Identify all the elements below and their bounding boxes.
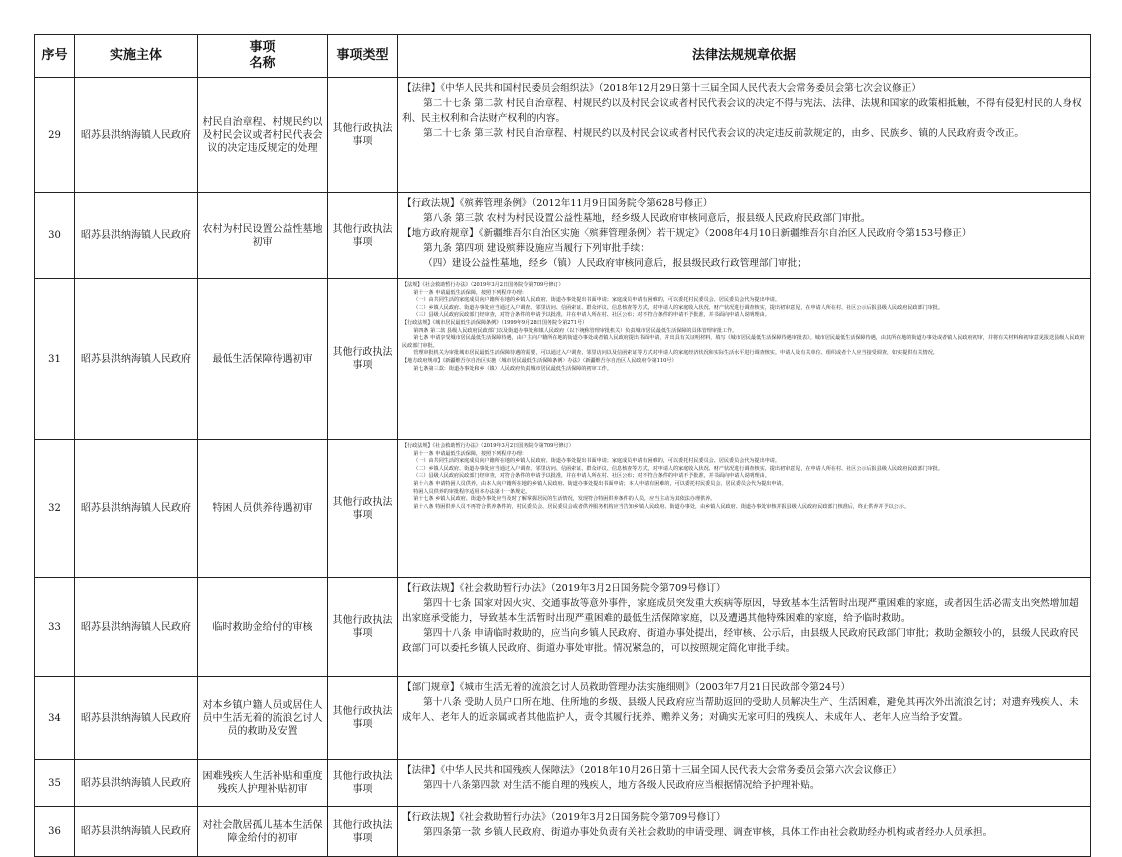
item-name: 农村为村民设置公益性墓地初审	[198, 193, 328, 279]
legal-basis-line: 第八条 第三款 农村为村民设置公益性墓地，经乡级人民政府审核同意后，报县级人民政府民政部门审批。	[423, 213, 871, 224]
row-number: 35	[35, 760, 75, 807]
legal-basis-line: 第七条第三款：街道办事处和乡（镇）人民政府负责城市居民最低生活保障的初审工作。	[413, 365, 612, 372]
header-no: 序号	[35, 35, 75, 78]
legal-basis-line: 第二十七条 第三款 村民自治章程、村规民约以及村民会议或者村民代表会议的决定违反前款规定的，由乡、民族乡、镇的人民政府责令改正。	[423, 128, 1025, 139]
legal-basis-cell	[398, 78, 1091, 193]
item-type: 其他行政执法事项	[328, 78, 398, 193]
legal-basis-cell	[398, 578, 1091, 677]
implementing-subject: 昭苏县洪纳海镇人民政府	[75, 279, 198, 440]
implementing-subject: 昭苏县洪纳海镇人民政府	[75, 440, 198, 578]
legal-basis-line: 【行政法规】《社会救助暂行办法》（2019年3月2日国务院令第709号修订）	[402, 443, 574, 449]
implementing-subject: 昭苏县洪纳海镇人民政府	[75, 677, 198, 760]
legal-basis-line: 第十七条 乡镇人民政府、街道办事处应当及时了解掌握居民的生活情况，发现符合特困供养条件的人员，应当主动为其依法办理供养。	[413, 496, 716, 503]
legal-basis-line: 第十八条 特困供养人员不再符合供养条件的，村民委员会、居民委员会或者供养服务机构应当告知乡镇人民政府、街道办事处，由乡镇人民政府、街道办事处审核并报县级人民政府民政部门核准后，终止供养并予以公示。	[413, 503, 909, 510]
legal-basis-cell	[398, 279, 1091, 440]
legal-basis-cell	[398, 760, 1091, 807]
table-row	[35, 193, 1091, 279]
implementing-subject: 昭苏县洪纳海镇人民政府	[75, 193, 198, 279]
header-name: 事项 名称	[198, 35, 328, 78]
legal-basis-line: 【行政法规】《殡葬管理条例》（2012年11月9日国务院令第628号修正）	[402, 198, 713, 209]
legal-basis-line: 第四十八条第四款 对生活不能自理的残疾人，地方各级人民政府应当根据情况给予护理补贴。	[423, 780, 820, 791]
table-row	[35, 677, 1091, 760]
row-number: 32	[35, 440, 75, 578]
item-type: 其他行政执法事项	[328, 760, 398, 807]
item-type: 其他行政执法事项	[328, 279, 398, 440]
legal-basis-line: （三）县级人民政府民政部门经审查，对符合条件的申请予以批准，并在申请人所在村、社区公布；对不符合条件的申请不予批准，并书面向申请人说明理由。	[413, 473, 770, 480]
legal-basis-line: 【法律】《中华人民共和国村民委员会组织法》（2018年12月29日第十三届全国人民代表大会常务委员会第七次会议修正）	[402, 83, 921, 94]
item-name: 临时救助金给付的审核	[198, 578, 328, 677]
header-basis: 法律法规规章依据	[398, 35, 1091, 78]
item-type: 其他行政执法事项	[328, 677, 398, 760]
item-name: 特困人员供养待遇初审	[198, 440, 328, 578]
table-row	[35, 578, 1091, 677]
legal-basis-line: （三）县级人民政府民政部门经审查，对符合条件的申请予以批准，并在申请人所在村、社区公布；对不符合条件的申请不予批准，并书面向申请人说明理由。	[413, 312, 770, 319]
row-number: 33	[35, 578, 75, 677]
legal-basis-line: 第九条 第四项 建设殡葬设施应当履行下列审批手续：	[423, 243, 650, 254]
legal-basis-line: 【地方政府规章】《新疆维吾尔自治区实施〈殡葬管理条例〉若干规定》（2008年4月10日新疆维吾尔自治区人民政府令第153号修正）	[402, 228, 972, 239]
row-number: 31	[35, 279, 75, 440]
legal-basis-line: 【法规】《社会救助暂行办法》（2019年3月2日国务院令第709号修订）	[402, 282, 564, 288]
law-basis-table	[34, 34, 1091, 857]
legal-basis-line: 第四条 第二款 县级人民政府民政部门以及街道办事处和镇人民政府（以下统称管理审批机关）负责城市居民最低生活保障的具体管理审批工作。	[413, 327, 738, 334]
legal-basis-line: 【行政法规】《社会救助暂行办法》（2019年3月2日国务院令第709号修订）	[402, 812, 726, 823]
item-name: 对社会散居孤儿基本生活保障金给付的初审	[198, 807, 328, 857]
item-name: 困难残疾人生活补贴和重度残疾人护理补贴初审	[198, 760, 328, 807]
legal-basis-line: 【行政法规】《城市居民最低生活保障条例》（1999年9月28日国务院令第271号）	[402, 319, 588, 326]
item-name: 对本乡镇户籍人员或居住人员中生活无着的流浪乞讨人员的救助及安置	[198, 677, 328, 760]
legal-basis-line: 管理审批机关为审批城市居民最低生活保障待遇的需要，可以通过入户调查、邻里访问以及信函索证等方式对申请人的家庭经济状况和实际生活水平进行调查核实。申请人及有关单位、组织或者个人应当接受调查，如实提供有关情况。	[413, 350, 938, 357]
legal-basis-line: 第四条第一款 乡镇人民政府、街道办事处负责有关社会救助的申请受理、调查审核，具体工作由社会救助经办机构或者经办人员承担。	[423, 827, 993, 838]
table-row	[35, 440, 1091, 578]
table-row	[35, 760, 1091, 807]
item-type: 其他行政执法事项	[328, 193, 398, 279]
item-name: 村民自治章程、村规民约以及村民会议或者村民代表会议的决定违反规定的处理	[198, 78, 328, 193]
header-row	[35, 35, 1091, 78]
legal-basis-line: （二）乡镇人民政府、街道办事处应当通过入户调查、邻里访问、信函索证、群众评议、信息核查等方式，对申请人的家庭收入状况、财产状况进行调查核实，提出初审意见，在申请人所在村、社区公示后报县级人民政府民政部门审批。	[413, 304, 943, 311]
legal-basis-line: （四）建设公益性墓地，经乡（镇）人民政府审核同意后，报县级民政行政管理部门审批；	[423, 258, 807, 269]
header-subject: 实施主体	[75, 35, 198, 78]
legal-basis-line: 第七条 申请享受城市居民最低生活保障待遇，由户主向户籍所在地的街道办事处或者镇人民政府提出书面申请，并出具有关证明材料，填写《城市居民最低生活保障待遇审批表》。城市居民最低生活保障待遇，由其所在地的街道办事处或者镇人民政府初审，并将有关材料和初审意见报送县级人民政府民政部门审批。	[402, 335, 1085, 349]
legal-basis-line: 【部门规章】《城市生活无着的流浪乞讨人员救助管理办法实施细则》（2003年7月21日民政部令第24号）	[402, 682, 851, 693]
implementing-subject: 昭苏县洪纳海镇人民政府	[75, 807, 198, 857]
legal-basis-cell	[398, 440, 1091, 578]
legal-basis-cell	[398, 807, 1091, 857]
legal-basis-line: 第二十七条 第二款 村民自治章程、村规民约以及村民会议或者村民代表会议的决定不得与宪法、法律、法规和国家的政策相抵触，不得有侵犯村民的人身权利、民主权利和合法财产权利的内容。	[402, 98, 1082, 124]
row-number: 29	[35, 78, 75, 193]
row-number: 30	[35, 193, 75, 279]
legal-basis-line: 第十一条 申请最低生活保障，按照下列程序办理：	[413, 450, 527, 457]
legal-basis-line: 第四十八条 申请临时救助的，应当向乡镇人民政府、街道办事处提出，经审核、公示后，由县级人民政府民政部门审批；救助金额较小的，县级人民政府民政部门可以委托乡镇人民政府、街道办事处审批。情况紧急的，可以按照规定简化审批手续。	[402, 628, 1079, 654]
legal-basis-line: （一）由共同生活的家庭成员向户籍所在地的乡镇人民政府、街道办事处提出书面申请；家庭成员申请有困难的，可以委托村民委员会、居民委员会代为提出申请。	[413, 458, 780, 465]
legal-basis-line: 【行政法规】《社会救助暂行办法》（2019年3月2日国务院令第709号修订）	[402, 583, 726, 594]
header-type: 事项类型	[328, 35, 398, 78]
item-type: 其他行政执法事项	[328, 440, 398, 578]
implementing-subject: 昭苏县洪纳海镇人民政府	[75, 578, 198, 677]
item-type: 其他行政执法事项	[328, 578, 398, 677]
item-name: 最低生活保障待遇初审	[198, 279, 328, 440]
legal-basis-line: 第四十七条 国家对因火灾、交通事故等意外事件，家庭成员突发重大疾病等原因，导致基本生活暂时出现严重困难的家庭，或者因生活必需支出突然增加超出家庭承受能力，导致基本生活暂时出现严重困难的最低生活保障家庭，以及遭遇其他特殊困难的家庭，给予临时救助。	[402, 598, 1079, 624]
table-row	[35, 78, 1091, 193]
item-type: 其他行政执法事项	[328, 807, 398, 857]
table-row	[35, 807, 1091, 857]
legal-basis-cell	[398, 677, 1091, 760]
legal-basis-line: 第十一条 申请最低生活保障，按照下列程序办理：	[413, 289, 527, 296]
row-number: 36	[35, 807, 75, 857]
legal-basis-line: （二）乡镇人民政府、街道办事处应当通过入户调查、邻里访问、信函索证、群众评议、信息核查等方式，对申请人的家庭收入状况、财产状况进行调查核实，提出初审意见，在申请人所在村、社区公示后报县级人民政府民政部门审批。	[413, 465, 943, 472]
implementing-subject: 昭苏县洪纳海镇人民政府	[75, 760, 198, 807]
legal-basis-line: 特困人员供养的审批程序适用本办法第十一条规定。	[413, 488, 531, 495]
legal-basis-line: 【法律】《中华人民共和国残疾人保障法》（2018年10月26日第十三届全国人民代表大会常务委员会第六次会议修正）	[402, 765, 902, 776]
legal-basis-cell	[398, 193, 1091, 279]
table-row	[35, 279, 1091, 440]
row-number: 34	[35, 677, 75, 760]
legal-basis-line: 第十八条 受助人员户口所在地、住所地的乡级、县级人民政府应当帮助返回的受助人员解决生产、生活困难，避免其再次外出流浪乞讨；对遗弃残疾人、未成年人、老年人的近亲属或者其他监护人，责令其履行抚养、赡养义务；对确实无家可归的残疾人、未成年人、老年人应当给予安置。	[402, 697, 1079, 723]
legal-basis-line: 【地方政府规章】《新疆维吾尔自治区实施〈城市居民最低生活保障条例〉办法》（新疆维吾尔自治区人民政府令第110号）	[402, 357, 677, 364]
legal-basis-line: 第十六条 申请特困人员供养，由本人向户籍所在地的乡镇人民政府、街道办事处提出书面申请；本人申请有困难的，可以委托村民委员会、居民委员会代为提出申请。	[413, 480, 787, 487]
implementing-subject: 昭苏县洪纳海镇人民政府	[75, 78, 198, 193]
legal-basis-line: （一）由共同生活的家庭成员向户籍所在地的乡镇人民政府、街道办事处提出书面申请；家庭成员申请有困难的，可以委托村民委员会、居民委员会代为提出申请。	[413, 297, 780, 304]
